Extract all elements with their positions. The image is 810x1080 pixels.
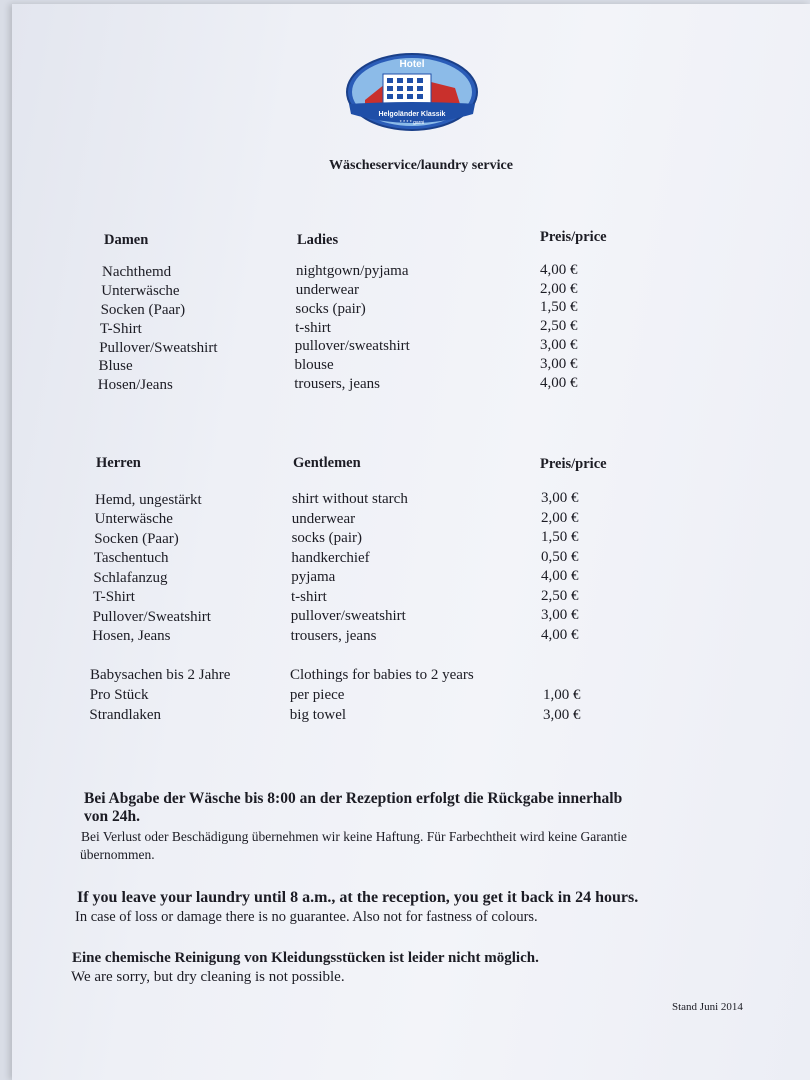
note-en-bold: If you leave your laundry until 8 a.m., at the reception, you get it back in 24 hours. [77,889,639,906]
note-de-bold-1: Bei Abgabe der Wäsche bis 8:00 an der Rezeption erfolgt die Rückgabe innerhalb [84,790,623,807]
note-de-normal-2: übernommen. [80,847,155,862]
ladies-item-en: underwear [295,282,359,299]
hotel-logo [345,52,479,132]
ladies-item-price: 4,00 € [540,374,578,391]
gent-item-en: underwear [291,510,356,527]
logo-name: Helgoländer Klassik [378,111,446,118]
ladies-item-en: socks (pair) [295,300,366,317]
gent-item-en: t-shirt [291,588,327,605]
gent-item-de: Unterwäsche [94,511,173,528]
logo-sub: * * * * garni [399,120,425,126]
ladies-item-price: 2,50 € [540,318,578,335]
extra-item-price: 1,00 € [543,687,581,703]
ladies-item-de: Hosen/Jeans [97,377,173,394]
note-en-normal: In case of loss or damage there is no guarantee. Also not for fastness of colours. [75,909,538,925]
gent-item-de: Pullover/Sweatshirt [92,608,211,625]
extra-item-en: per piece [289,687,345,703]
gent-item-de: T-Shirt [93,589,135,606]
ladies-col-price: Preis/price [540,229,607,245]
ladies-col-en: Ladies [297,232,339,248]
logo-top-text: Hotel [399,59,425,70]
extra-item-de: Pro Stück [89,687,149,703]
gent-item-en: shirt without starch [292,491,408,508]
gent-item-en: trousers, jeans [290,627,377,644]
ladies-item-price: 2,00 € [540,280,578,297]
ladies-item-en: blouse [294,357,334,374]
gentlemen-col-de: Herren [96,455,141,471]
note-dry-cleaning-de: Eine chemische Reinigung von Kleidungsstücken ist leider nicht möglich. [72,950,539,966]
gent-item-price: 4,00 € [541,568,579,585]
ladies-item-de: Bluse [98,358,133,375]
extra-item-de: Babysachen bis 2 Jahre [90,667,231,683]
extra-item-en: big towel [289,707,347,723]
gent-item-de: Socken (Paar) [94,530,179,547]
ladies-col-de: Damen [104,232,149,248]
gent-item-en: socks (pair) [291,530,362,547]
ladies-item-price: 1,50 € [540,299,578,316]
gent-item-en: pullover/sweatshirt [290,608,406,625]
gent-item-price: 0,50 € [541,548,579,565]
ladies-item-en: trousers, jeans [294,376,380,393]
gent-item-price: 2,00 € [541,509,579,526]
gent-item-de: Taschentuch [93,550,169,567]
gent-item-price: 3,00 € [541,490,579,507]
gent-item-price: 2,50 € [541,587,579,604]
gentlemen-col-en: Gentlemen [293,455,361,471]
note-dry-cleaning-en: We are sorry, but dry cleaning is not possible. [71,969,345,985]
note-de-bold-2: von 24h. [84,808,140,825]
page-title: Wäscheservice/laundry service [329,158,513,173]
gent-item-de: Hemd, ungestärkt [95,491,202,508]
gent-item-en: handkerchief [291,549,370,566]
extra-item-en: Clothings for babies to 2 years [290,667,474,683]
gent-item-en: pyjama [291,569,336,586]
gent-item-de: Schlafanzug [93,569,168,586]
ladies-item-de: Unterwäsche [101,283,180,300]
gent-item-price: 1,50 € [541,529,579,546]
ladies-item-en: nightgown/pyjama [296,263,409,280]
gent-item-price: 4,00 € [541,626,579,643]
ladies-item-de: Socken (Paar) [100,301,186,318]
ladies-item-en: t-shirt [295,319,331,336]
gent-item-price: 3,00 € [541,607,579,624]
stand-date: Stand Juni 2014 [672,1001,743,1013]
gentlemen-col-price: Preis/price [540,456,607,472]
ladies-item-de: T-Shirt [99,320,142,337]
ladies-item-price: 4,00 € [540,261,578,278]
ladies-item-price: 3,00 € [540,355,578,372]
note-de-normal-1: Bei Verlust oder Beschädigung übernehmen wir keine Haftung. Für Farbechtheit wird keine Garantie [81,829,627,844]
ladies-item-en: pullover/sweatshirt [294,338,410,355]
gent-item-de: Hosen, Jeans [92,628,171,645]
extra-item-de: Strandlaken [89,707,162,723]
ladies-item-de: Nachthemd [102,264,172,281]
ladies-item-price: 3,00 € [540,336,578,353]
extra-item-price: 3,00 € [543,707,581,723]
ladies-item-de: Pullover/Sweatshirt [99,339,218,356]
